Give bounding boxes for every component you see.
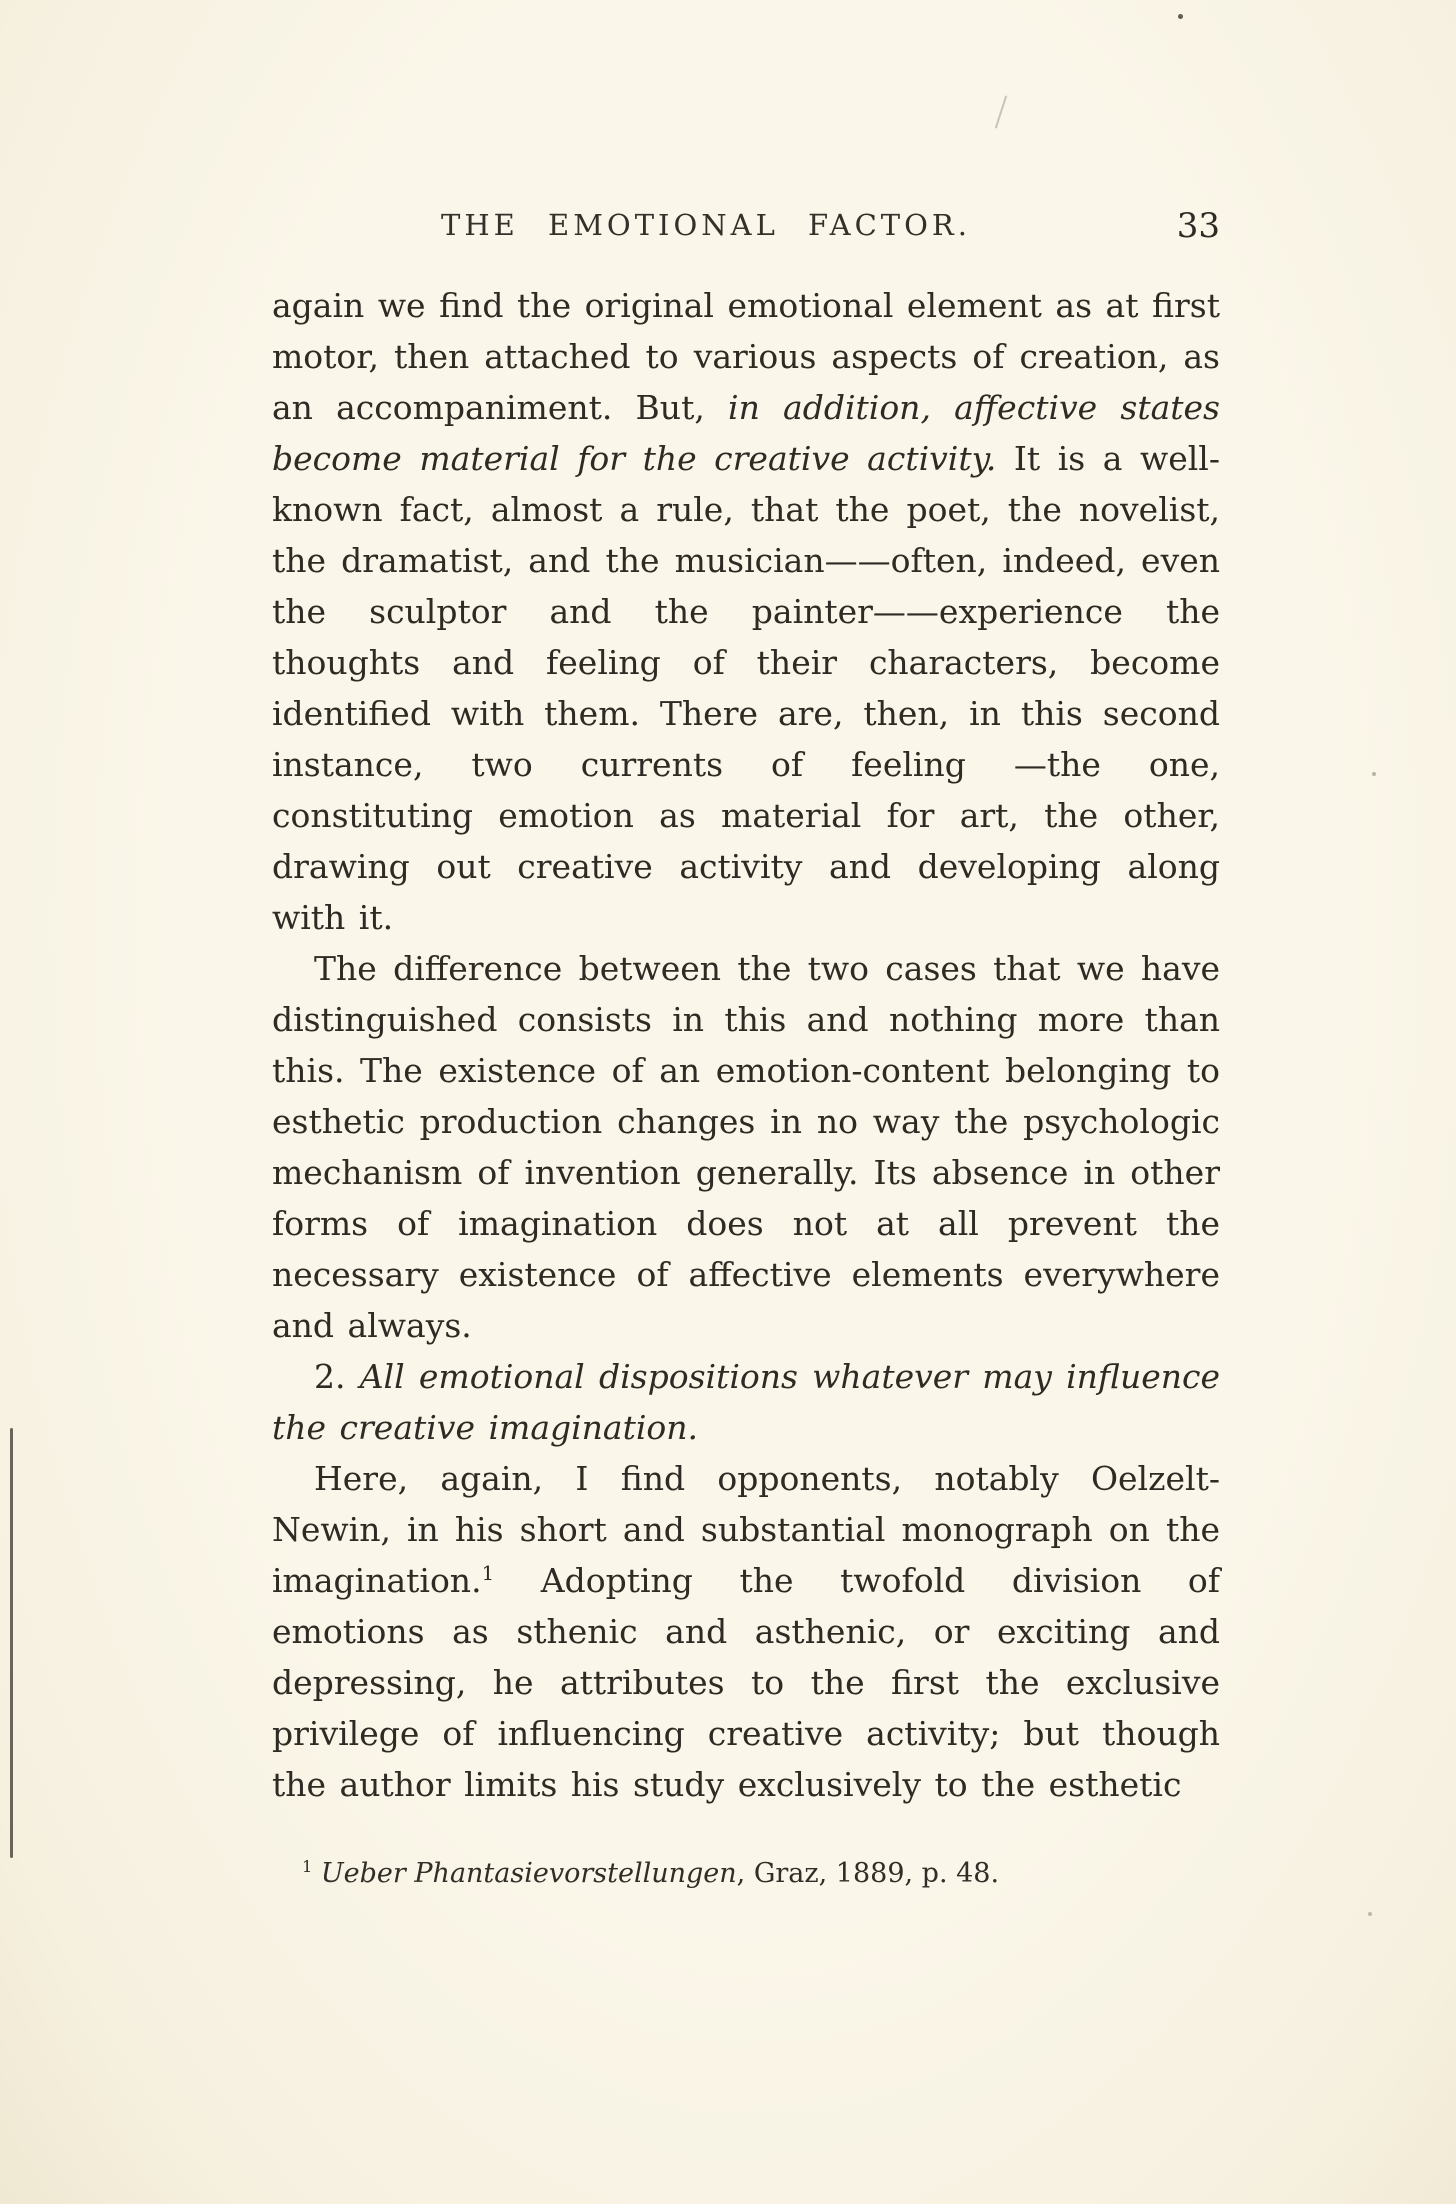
page-body — [272, 280, 1220, 1892]
running-head — [272, 208, 1220, 254]
paragraph-1 — [272, 280, 1220, 943]
text-segment: again we find the original emotional element as at first motor, then attached to various aspects of creation, as an accompaniment. But, — [272, 286, 1220, 427]
footnote-rest: , Graz, 1889, p. 48. — [736, 1858, 1000, 1889]
text-segment: Here, again, I find opponents, notably Oelzelt-Newin, in his short and substantial monograph on the imagination. — [272, 1459, 1220, 1600]
footnote-marker: 1 — [302, 1857, 313, 1876]
text-segment: Adopting the twofold division of emotions as sthenic and asthenic, or exciting and depressing, he attributes to the first the exclusive privilege of influencing creative activity; but though the author limits his study exclusively to the esthetic — [272, 1561, 1220, 1804]
footnote-reference: 1 — [481, 1562, 495, 1585]
scan-artifact-slash — [995, 96, 1007, 129]
text-segment: It is a well-known fact, almost a rule, that the poet, the novelist, the dramatist, and the musician——often, indeed, even the sculptor and the painter——experience the thoughts and feeling of their characters, become identified with them. There are, then, in this second instance, two currents of feeling —the one, constituting emotion as material for art, the other, drawing out creative activity and developing along with it. — [272, 439, 1220, 937]
page-number: 33 — [1176, 206, 1220, 246]
text-segment: 2. — [314, 1357, 360, 1396]
scan-artifact-line — [10, 1428, 13, 1858]
running-head-title: THE EMOTIONAL FACTOR. — [441, 208, 971, 242]
footnote — [272, 1856, 1220, 1892]
paragraph-3 — [272, 1351, 1220, 1453]
scan-artifact-dot — [1178, 14, 1183, 19]
text-column — [272, 208, 1220, 1892]
paragraph-2 — [272, 943, 1220, 1351]
italic-segment: All emotional dispositions whatever may influence the creative imagination. — [272, 1357, 1220, 1447]
scan-artifact-speck — [1368, 1912, 1372, 1916]
paragraph-4 — [272, 1453, 1220, 1810]
text-segment: The difference between the two cases that we have distinguished consists in this and nothing more than this. The existence of an emotion-content belonging to esthetic production changes in no way the psychologic mechanism of invention generally. Its absence in other forms of imagination does not at all prevent the necessary existence of affective elements everywhere and always. — [272, 949, 1220, 1345]
scan-artifact-speck — [1372, 772, 1376, 776]
italic-segment: in addition, affective states become material for the creative activity. — [272, 388, 1220, 478]
footnote-title-italic: Ueber Phantasievorstellungen — [320, 1858, 737, 1889]
